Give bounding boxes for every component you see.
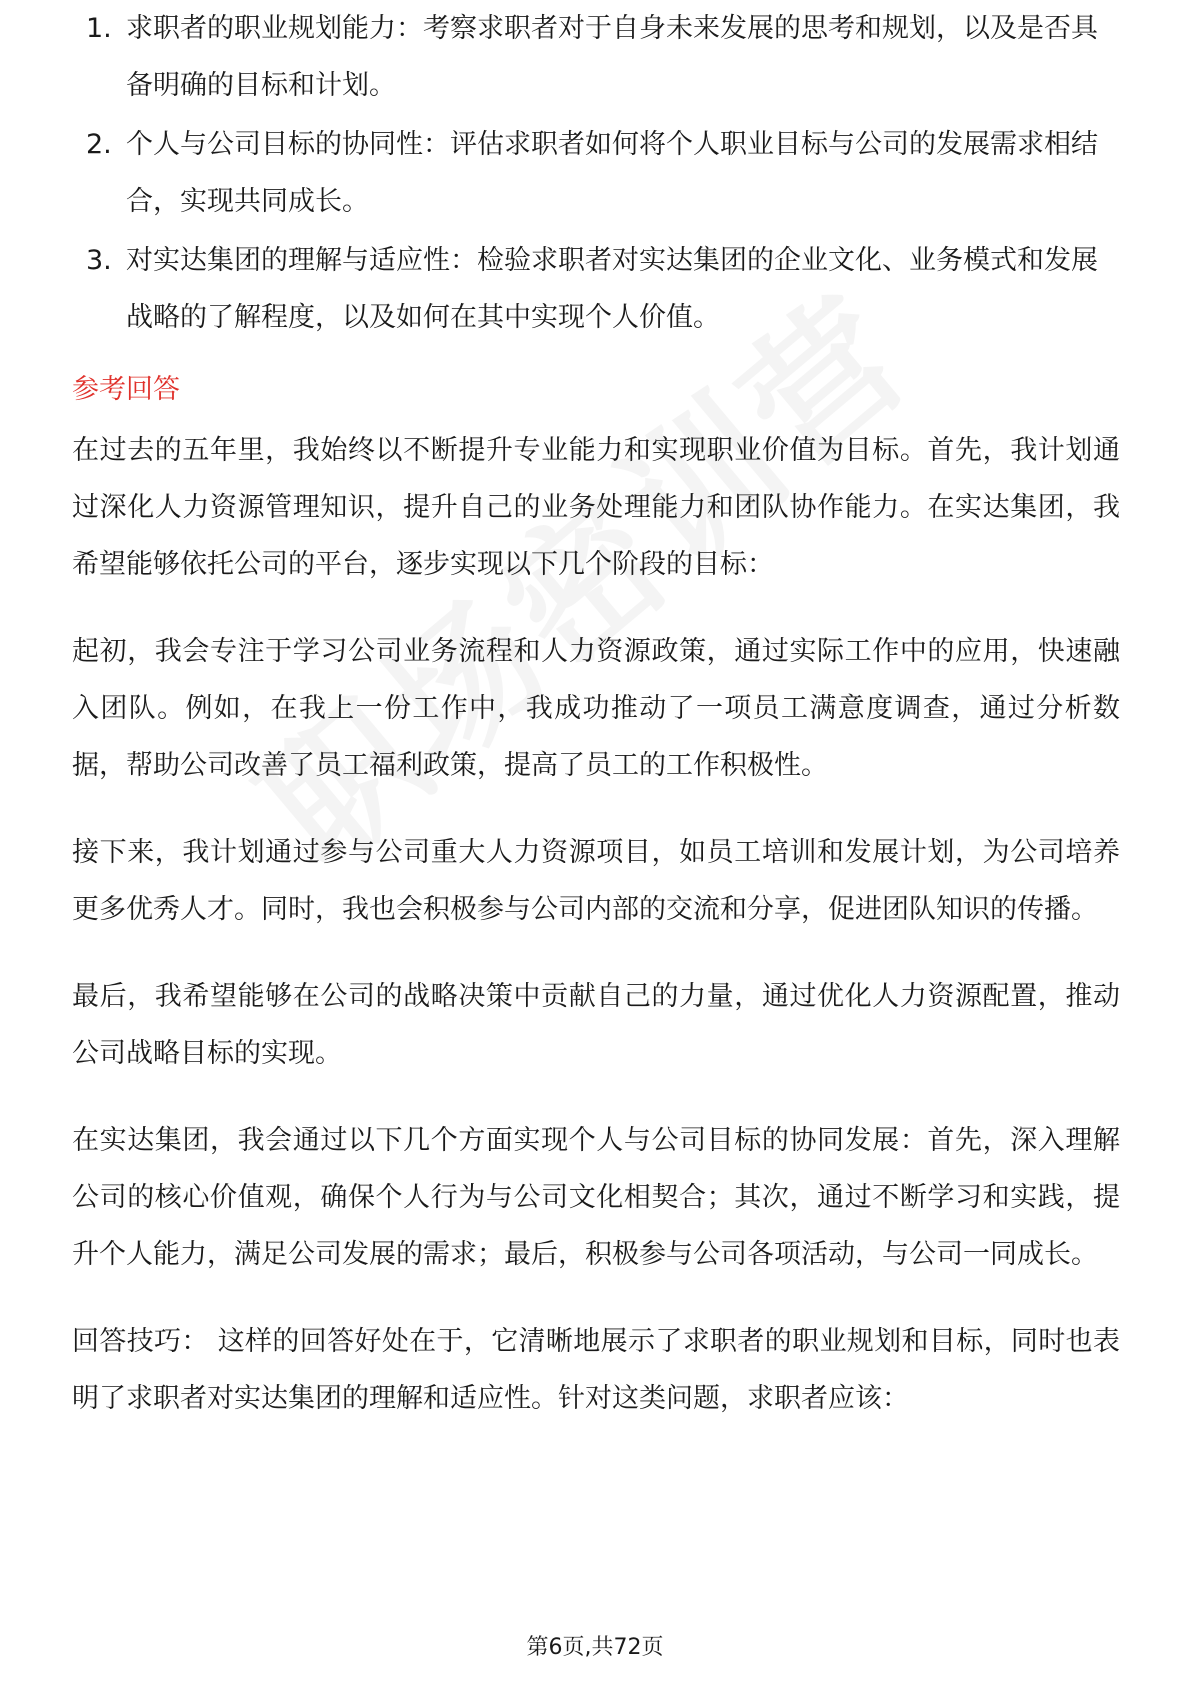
paragraph: 接下来，我计划通过参与公司重大人力资源项目，如员工培训和发展计划，为公司培养更多优秀人才。同时，我也会积极参与公司内部的交流和分享，促进团队知识的传播。 (72, 837, 1120, 925)
paragraph: 在过去的五年里，我始终以不断提升专业能力和实现职业价值为目标。首先，我计划通过深化人力资源管理知识，提升自己的业务处理能力和团队协作能力。在实达集团，我希望能够依托公司的平台，逐步实现以下几个阶段的目标： (72, 435, 1120, 580)
list-text: 个人与公司目标的协同性：评估求职者如何将个人职业目标与公司的发展需求相结合，实现共同成长。 (126, 129, 1098, 217)
paragraph: 回答技巧： 这样的回答好处在于，它清晰地展示了求职者的职业规划和目标，同时也表明了求职者对实达集团的理解和适应性。针对这类问题，求职者应该： (72, 1326, 1120, 1414)
list-item (72, 232, 1120, 346)
criteria-list (72, 0, 1120, 346)
list-item (72, 0, 1120, 114)
list-number: 2. (86, 129, 112, 160)
paragraph: 在实达集团，我会通过以下几个方面实现个人与公司目标的协同发展：首先，深入理解公司的核心价值观，确保个人行为与公司文化相契合；其次，通过不断学习和实践，提升个人能力，满足公司发展的需求；最后，积极参与公司各项活动，与公司一同成长。 (72, 1125, 1120, 1270)
paragraph: 最后，我希望能够在公司的战略决策中贡献自己的力量，通过优化人力资源配置，推动公司战略目标的实现。 (72, 981, 1120, 1069)
paragraph: 起初，我会专注于学习公司业务流程和人力资源政策，通过实际工作中的应用，快速融入团队。例如，在我上一份工作中，我成功推动了一项员工满意度调查，通过分析数据，帮助公司改善了员工福利政策，提高了员工的工作积极性。 (72, 636, 1120, 781)
list-text: 求职者的职业规划能力：考察求职者对于自身未来发展的思考和规划，以及是否具备明确的目标和计划。 (126, 13, 1098, 101)
list-text: 对实达集团的理解与适应性：检验求职者对实达集团的企业文化、业务模式和发展战略的了解程度，以及如何在其中实现个人价值。 (126, 245, 1098, 333)
list-number: 1. (86, 13, 112, 44)
page-footer: 第6页,共72页 (526, 1635, 664, 1660)
section-title: 参考回答 (72, 374, 180, 405)
document-page (72, 13, 1120, 1457)
list-item (72, 116, 1120, 230)
list-number: 3. (86, 245, 112, 276)
